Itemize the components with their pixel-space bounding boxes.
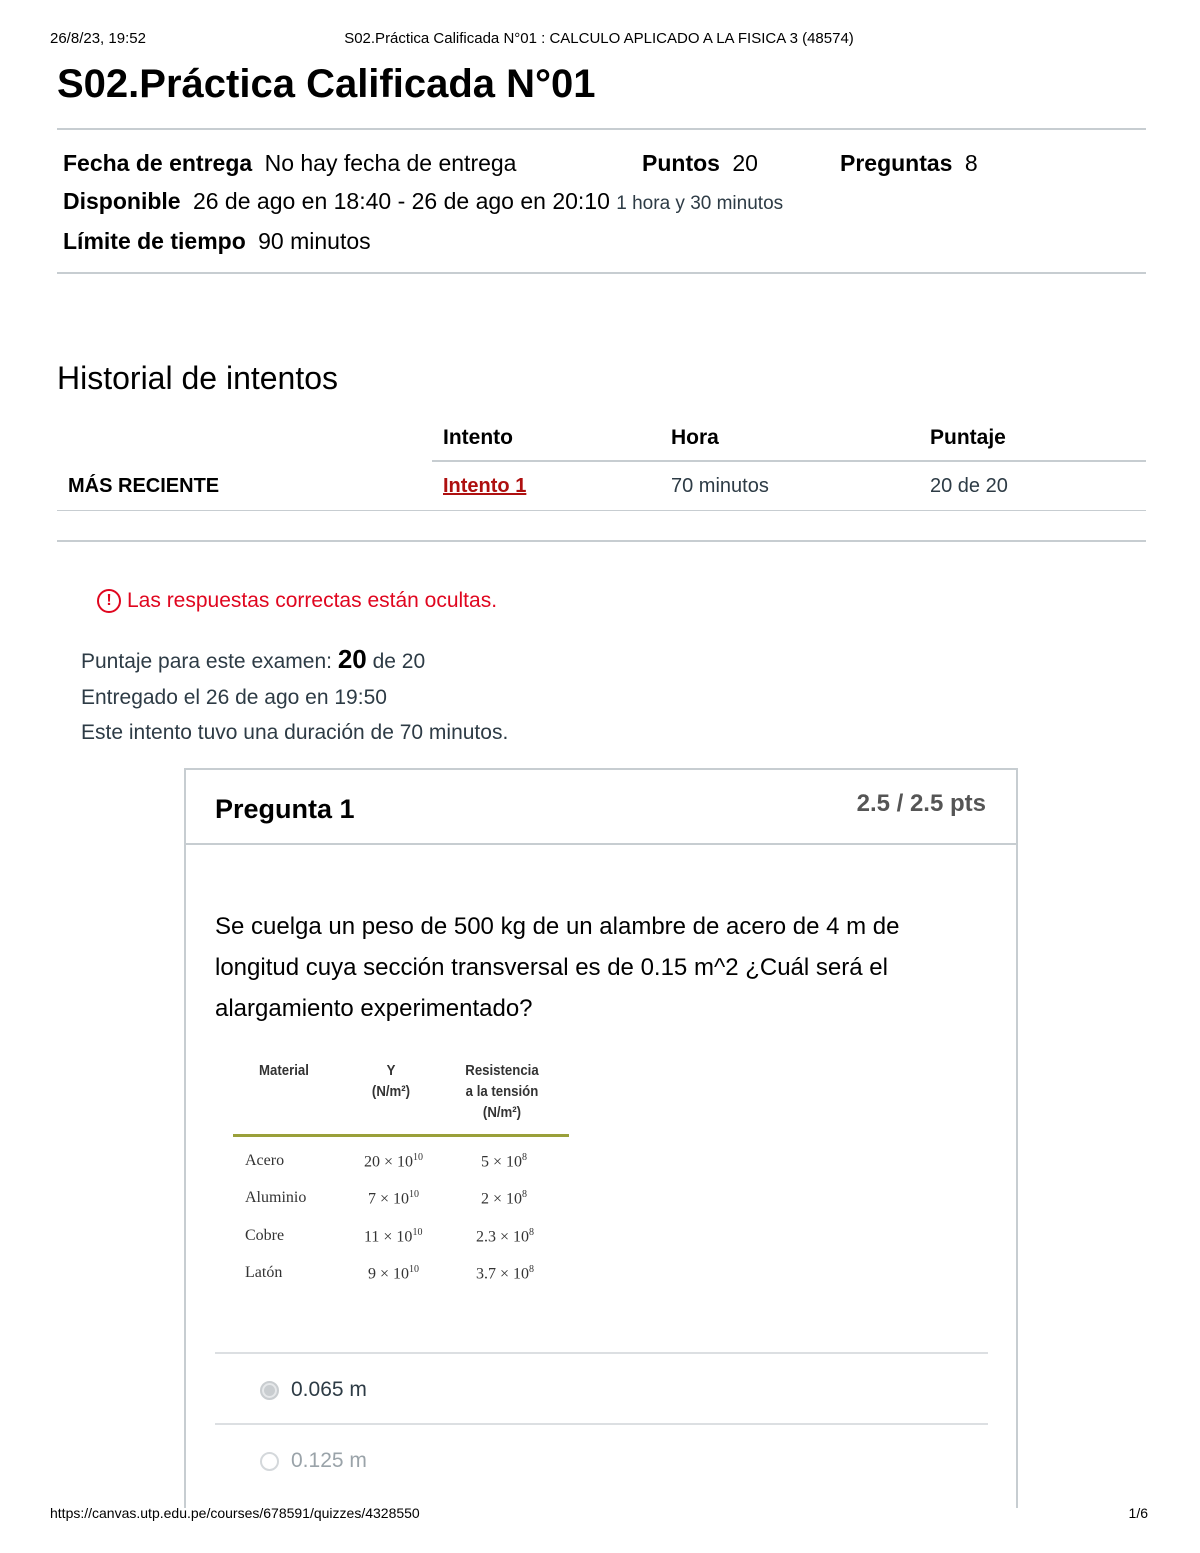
question-text: Se cuelga un peso de 500 kg de un alambre de acero de 4 m de longitud cuya sección transversal es de 0.15 m^2 ¿Cuál será el alargamiento experimentado? xyxy=(215,913,900,1022)
duration-text: Este intento tuvo una duración de 70 minutos. xyxy=(81,721,509,744)
divider xyxy=(57,128,1146,130)
answer-option[interactable] xyxy=(260,1449,367,1473)
alert-text: Las respuestas correctas están ocultas. xyxy=(127,589,498,612)
points-value: 20 xyxy=(732,150,758,176)
quiz-details-row-1 xyxy=(63,150,516,177)
print-page-title: S02.Práctica Calificada N°01 : CALCULO APLICADO A LA FISICA 3 (48574) xyxy=(344,30,854,47)
question-title: Pregunta 1 xyxy=(215,794,355,824)
due-value: No hay fecha de entrega xyxy=(264,150,517,176)
score-summary xyxy=(81,644,425,675)
page-title: S02.Práctica Calificada N°01 xyxy=(57,62,596,106)
time-limit-label: Límite de tiempo xyxy=(63,228,246,254)
table-divider xyxy=(233,1134,569,1137)
young-modulus: $11 \times 10^{10}$ xyxy=(364,1227,423,1246)
submitted-text: Entregado el 26 de ago en 19:50 xyxy=(81,686,387,709)
questions-label: Preguntas xyxy=(840,150,953,176)
tensile-strength: $3.7 \times 10^8$ xyxy=(476,1264,535,1283)
column-header-score: Puntaje xyxy=(930,426,1006,449)
divider xyxy=(57,272,1146,274)
column-header-attempt: Intento xyxy=(443,426,513,449)
material-name: Acero xyxy=(245,1152,285,1169)
print-timestamp: 26/8/23, 19:52 xyxy=(50,30,146,47)
attempt-history-title: Historial de intentos xyxy=(57,360,339,396)
row-time: 70 minutos xyxy=(671,475,769,497)
print-header xyxy=(50,30,1148,50)
time-limit-detail xyxy=(63,228,371,255)
material-name: Aluminio xyxy=(245,1189,307,1206)
table-header-young: Y (N/m²) xyxy=(371,1062,411,1100)
answer-option[interactable] xyxy=(260,1378,367,1402)
tensile-strength: $5 \times 10^8$ xyxy=(481,1152,528,1171)
question-card xyxy=(184,768,1018,1508)
availability-detail xyxy=(63,188,783,215)
answer-divider xyxy=(215,1423,988,1425)
table-header-material: Material xyxy=(259,1062,309,1079)
score-prefix: Puntaje para este examen: xyxy=(81,650,332,673)
radio-selected-icon[interactable] xyxy=(260,1381,279,1400)
attempt-link[interactable]: Intento 1 xyxy=(443,475,527,497)
answer-label: 0.065 m xyxy=(291,1378,367,1401)
available-duration: 1 hora y 30 minutos xyxy=(616,193,784,214)
column-header-time: Hora xyxy=(671,426,719,449)
available-value: 26 de ago en 18:40 - 26 de ago en 20:10 xyxy=(192,188,610,214)
question-header xyxy=(186,770,1016,845)
score-value: 20 xyxy=(337,644,367,674)
answer-divider xyxy=(215,1352,988,1354)
questions-detail xyxy=(840,150,978,177)
young-modulus: $20 \times 10^{10}$ xyxy=(364,1152,424,1171)
radio-icon[interactable] xyxy=(260,1452,279,1471)
tensile-strength: $2 \times 10^8$ xyxy=(481,1189,528,1208)
exclamation-circle-icon: ! xyxy=(97,589,121,613)
young-modulus: $9 \times 10^{10}$ xyxy=(368,1264,420,1283)
table-header-tension: Resistencia a la tensión (N/m²) xyxy=(465,1062,539,1121)
divider xyxy=(57,510,1146,511)
row-score: 20 de 20 xyxy=(930,475,1008,497)
young-modulus: $7 \times 10^{10}$ xyxy=(368,1189,420,1208)
material-name: Cobre xyxy=(245,1227,285,1244)
table-header-divider xyxy=(432,460,1146,462)
print-url: https://canvas.utp.edu.pe/courses/678591/quizzes/4328550 xyxy=(50,1505,420,1521)
material-name: Latón xyxy=(245,1264,283,1281)
due-label: Fecha de entrega xyxy=(63,150,253,176)
row-label: MÁS RECIENTE xyxy=(68,475,220,497)
points-detail xyxy=(642,150,758,177)
tensile-strength: $2.3 \times 10^8$ xyxy=(476,1227,535,1246)
available-label: Disponible xyxy=(63,188,181,214)
print-page-number: 1/6 xyxy=(1128,1505,1148,1521)
questions-value: 8 xyxy=(964,150,978,176)
answer-label: 0.125 m xyxy=(291,1449,367,1472)
question-points: 2.5 / 2.5 pts xyxy=(856,790,986,817)
print-footer xyxy=(50,1505,1148,1525)
score-suffix: de 20 xyxy=(372,650,426,673)
time-limit-value: 90 minutos xyxy=(258,228,371,254)
points-label: Puntos xyxy=(642,150,720,176)
divider xyxy=(57,540,1146,542)
answers-hidden-alert xyxy=(97,589,497,613)
